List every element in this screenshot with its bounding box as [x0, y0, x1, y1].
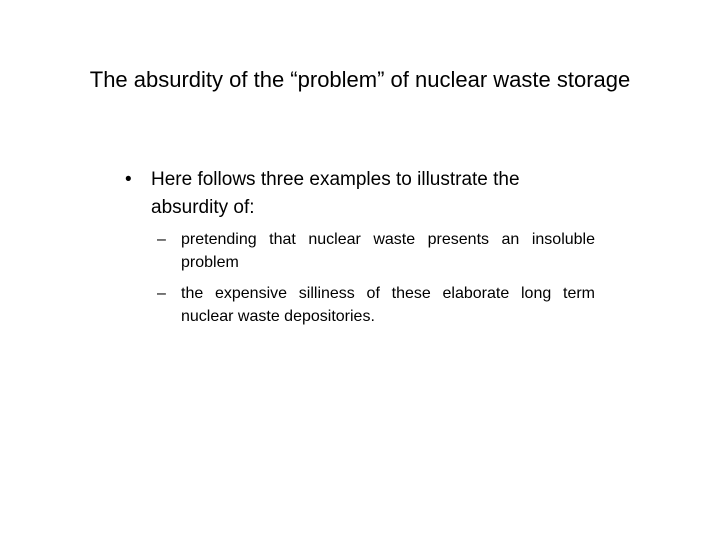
- dash-marker: –: [157, 231, 166, 248]
- sub-bullet-text: the expensive silliness of these elaborate long term nuclear waste depositories.: [181, 285, 595, 325]
- bullet-marker: •: [125, 169, 132, 190]
- dash-marker: –: [157, 285, 166, 302]
- bullet-item: [125, 166, 595, 222]
- slide-title: The absurdity of the “problem” of nuclear waste storage: [89, 67, 631, 92]
- sub-bullet-item: [157, 228, 595, 274]
- bullet-text: Here follows three examples to illustrate the absurdity of:: [151, 169, 520, 218]
- sub-bullet-item: [157, 282, 595, 328]
- slide-body: [125, 166, 595, 336]
- sub-bullet-text: pretending that nuclear waste presents an insoluble problem: [181, 231, 595, 271]
- sub-bullet-list: [125, 228, 595, 328]
